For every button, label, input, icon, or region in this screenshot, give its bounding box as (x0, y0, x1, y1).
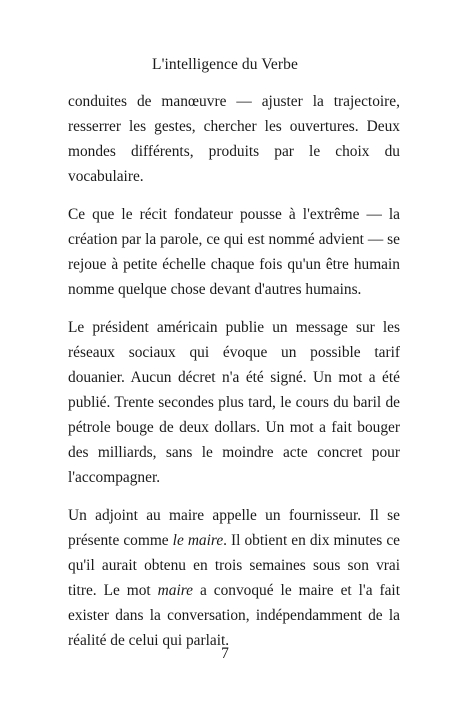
text-segment: . Il obtient en dix minutes ce qu'il aurait obtenu en trois semaines sous son vrai titre. Le mot (68, 532, 400, 599)
running-head: L'intelligence du Verbe (152, 56, 298, 73)
paragraph (68, 315, 400, 490)
text-segment: Un adjoint au maire appelle un fournisseur. Il se présente comme (68, 507, 400, 549)
body-text (68, 89, 400, 666)
text-segment: Le président américain publie un message sur les réseaux sociaux qui évoque un possible tarif douanier. Aucun décret n'a été signé. Un mot a été publié. Trente secondes plus tard, le cours du baril de pétrole bouge de deux dollars. Un mot a fait bouger des milliards, sans le moindre acte concret pour l'accompagner. (68, 319, 400, 486)
italic-text: le maire (172, 532, 224, 549)
paragraph (68, 202, 400, 302)
paragraph (68, 503, 400, 653)
text-segment: a convoqué le maire et l'a fait exister dans la conversation, indépendamment de la réalité de celui qui parlait. (68, 582, 400, 649)
italic-text: maire (157, 582, 194, 599)
text-segment: conduites de manœuvre — ajuster la trajectoire, resserrer les gestes, chercher les ouvertures. Deux mondes différents, produits par le choix du vocabulaire. (68, 93, 400, 185)
paragraph (68, 89, 400, 189)
page-number: 7 (221, 645, 229, 662)
text-segment: Ce que le récit fondateur pousse à l'extrême — la création par la parole, ce qui est nommé advient — se rejoue à petite échelle chaque fois qu'un être humain nomme quelque chose devant d'autres humains. (68, 206, 400, 298)
